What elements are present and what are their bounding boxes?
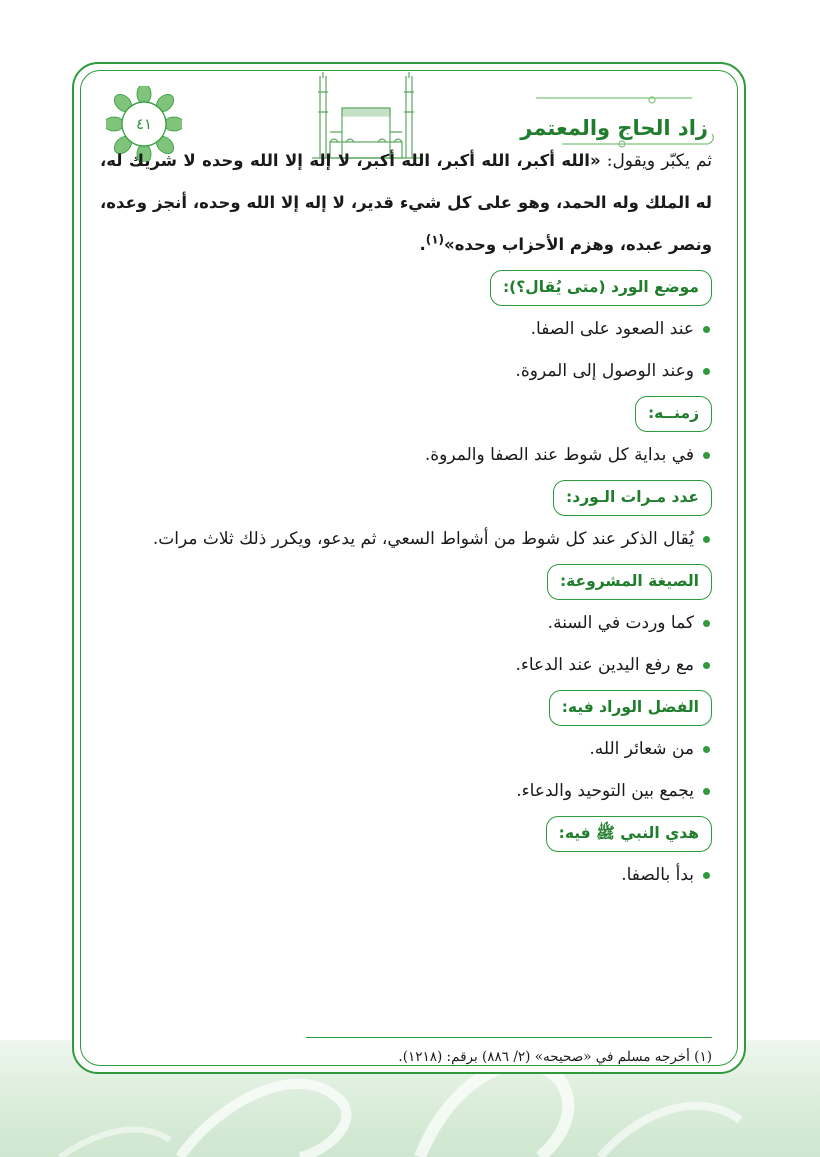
section-count: [100, 476, 712, 560]
footnote-ref[interactable]: (١): [425, 232, 445, 247]
section-time: [100, 392, 712, 476]
intro-lead: ثم يكبّر ويقول:: [600, 151, 712, 171]
footnote: (١) أخرجه مسلم في «صحيحه» (٢/ ٨٨٦) برقم: (١٢١٨).: [398, 1049, 712, 1065]
section-heading: الصيغة المشروعة:: [547, 564, 712, 600]
bullet-list: [100, 308, 712, 392]
section-guidance: [100, 812, 712, 896]
intro-end: .: [419, 235, 426, 254]
list-item: من شعائر الله.: [100, 728, 712, 770]
page-content: [100, 140, 712, 896]
list-item: عند الصعود على الصفا.: [100, 308, 712, 350]
bullet-list: [100, 434, 712, 476]
list-item: يُقال الذكر عند كل شوط من أشواط السعي، ثم يدعو، ويكرر ذلك ثلاث مرات.: [100, 518, 712, 560]
list-item: يجمع بين التوحيد والدعاء.: [100, 770, 712, 812]
list-item: كما وردت في السنة.: [100, 602, 712, 644]
list-item: بدأ بالصفا.: [100, 854, 712, 896]
section-virtue: [100, 686, 712, 812]
dhikr-quote: «الله أكبر، الله أكبر، الله أكبر، لا إله إلا الله وحده لا شريك له، له الملك وله الحمد، وهو على كل شيء قدير، لا إله إلا الله وحده، أنجز وعده، ونصر عبده، وهزم الأحزاب وحده»: [100, 151, 712, 254]
list-item: مع رفع اليدين عند الدعاء.: [100, 644, 712, 686]
list-item: في بداية كل شوط عند الصفا والمروة.: [100, 434, 712, 476]
bullet-list: [100, 602, 712, 686]
list-item: وعند الوصول إلى المروة.: [100, 350, 712, 392]
bullet-list: [100, 854, 712, 896]
section-location: [100, 266, 712, 392]
page-number: ٤١: [135, 115, 153, 133]
bullet-list: [100, 728, 712, 812]
book-title: زاد الحاج والمعتمر: [520, 116, 708, 140]
section-heading: موضع الورد (متى يُقال؟):: [490, 270, 712, 306]
bullet-list: [100, 518, 712, 560]
section-heading: هدي النبي ﷺ فيه:: [546, 816, 712, 852]
section-heading: زمنــه:: [635, 396, 712, 432]
intro-paragraph: [100, 140, 712, 266]
section-heading: عدد مـرات الـورد:: [553, 480, 712, 516]
section-formula: [100, 560, 712, 686]
section-heading: الفضل الوراد فيه:: [549, 690, 712, 726]
footnote-divider: [306, 1037, 712, 1038]
